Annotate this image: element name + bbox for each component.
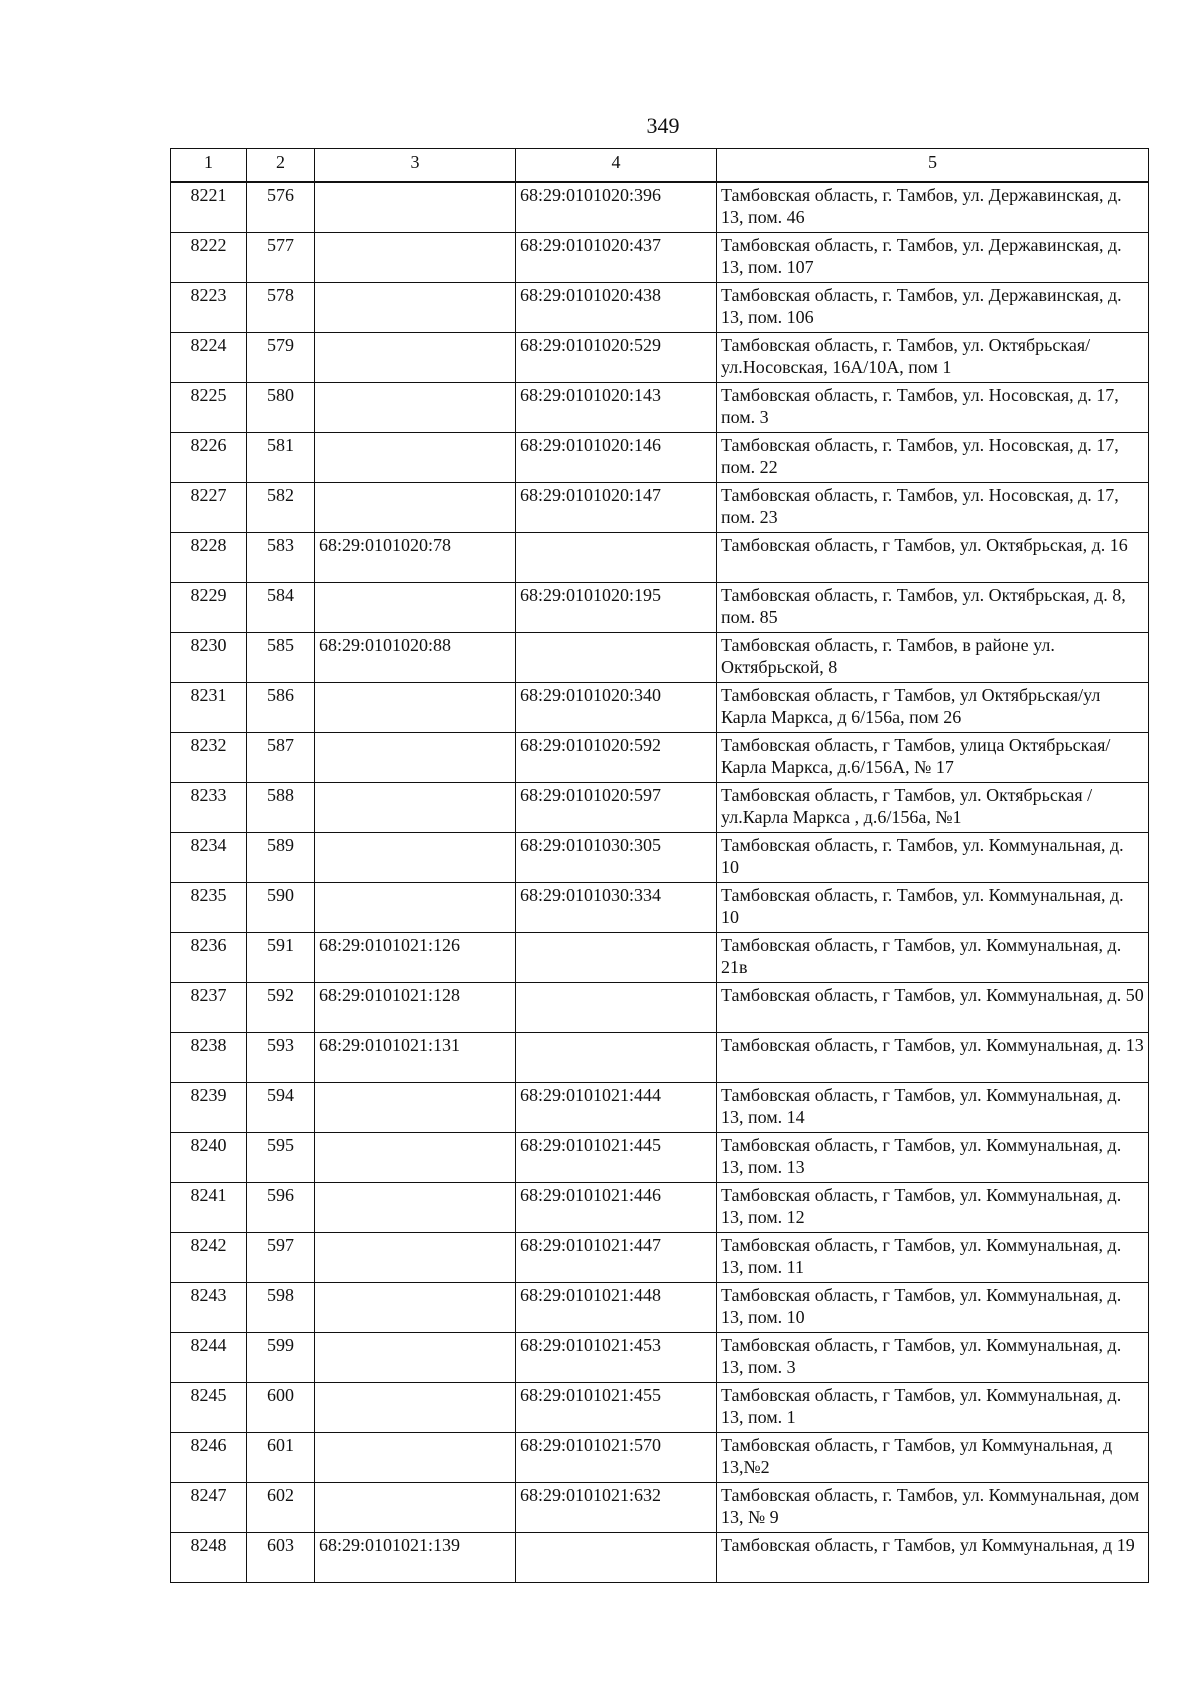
row-number-cell: 8239 [171, 1082, 247, 1132]
address-cell: Тамбовская область, г Тамбов, ул. Коммунальная, д. 13, пом. 12 [717, 1182, 1149, 1232]
item-number-cell: 597 [247, 1232, 315, 1282]
address-cell: Тамбовская область, г. Тамбов, ул. Державинская, д. 13, пом. 106 [717, 282, 1149, 332]
premises-cadastral-number-cell [516, 1032, 717, 1082]
land-cadastral-number-cell [315, 1282, 516, 1332]
table-row [171, 482, 1149, 532]
table-header [171, 149, 1149, 183]
table-row [171, 532, 1149, 582]
premises-cadastral-number-cell: 68:29:0101020:529 [516, 332, 717, 382]
row-number-cell: 8240 [171, 1132, 247, 1182]
premises-cadastral-number-cell [516, 1532, 717, 1582]
table-row [171, 1382, 1149, 1432]
premises-cadastral-number-cell: 68:29:0101030:305 [516, 832, 717, 882]
premises-cadastral-number-cell: 68:29:0101021:570 [516, 1432, 717, 1482]
item-number-cell: 588 [247, 782, 315, 832]
land-cadastral-number-cell [315, 1382, 516, 1432]
address-cell: Тамбовская область, г. Тамбов, ул. Коммунальная, д. 10 [717, 832, 1149, 882]
item-number-cell: 587 [247, 732, 315, 782]
row-number-cell: 8221 [171, 182, 247, 232]
item-number-cell: 595 [247, 1132, 315, 1182]
row-number-cell: 8226 [171, 432, 247, 482]
item-number-cell: 589 [247, 832, 315, 882]
premises-cadastral-number-cell: 68:29:0101020:195 [516, 582, 717, 632]
premises-cadastral-number-cell: 68:29:0101020:396 [516, 182, 717, 232]
table-row [171, 232, 1149, 282]
table-row [171, 1082, 1149, 1132]
premises-cadastral-number-cell: 68:29:0101020:143 [516, 382, 717, 432]
table-row [171, 1232, 1149, 1282]
premises-cadastral-number-cell: 68:29:0101021:447 [516, 1232, 717, 1282]
table-row [171, 1182, 1149, 1232]
address-cell: Тамбовская область, г. Тамбов, ул. Коммунальная, дом 13, № 9 [717, 1482, 1149, 1532]
row-number-cell: 8228 [171, 532, 247, 582]
item-number-cell: 590 [247, 882, 315, 932]
premises-cadastral-number-cell: 68:29:0101020:437 [516, 232, 717, 282]
row-number-cell: 8232 [171, 732, 247, 782]
item-number-cell: 582 [247, 482, 315, 532]
row-number-cell: 8237 [171, 982, 247, 1032]
address-cell: Тамбовская область, г Тамбов, улица Октябрьская/Карла Маркса, д.6/156А, № 17 [717, 732, 1149, 782]
item-number-cell: 591 [247, 932, 315, 982]
column-header-4: 4 [516, 149, 717, 183]
address-cell: Тамбовская область, г. Тамбов, ул. Носовская, д. 17, пом. 3 [717, 382, 1149, 432]
item-number-cell: 601 [247, 1432, 315, 1482]
item-number-cell: 603 [247, 1532, 315, 1582]
row-number-cell: 8229 [171, 582, 247, 632]
address-cell: Тамбовская область, г. Тамбов, в районе ул. Октябрьской, 8 [717, 632, 1149, 682]
land-cadastral-number-cell [315, 232, 516, 282]
address-cell: Тамбовская область, г. Тамбов, ул. Носовская, д. 17, пом. 22 [717, 432, 1149, 482]
item-number-cell: 586 [247, 682, 315, 732]
address-cell: Тамбовская область, г Тамбов, ул. Коммунальная, д. 13, пом. 10 [717, 1282, 1149, 1332]
row-number-cell: 8224 [171, 332, 247, 382]
land-cadastral-number-cell [315, 1432, 516, 1482]
item-number-cell: 580 [247, 382, 315, 432]
item-number-cell: 578 [247, 282, 315, 332]
row-number-cell: 8245 [171, 1382, 247, 1432]
table-row [171, 782, 1149, 832]
table-row [171, 932, 1149, 982]
land-cadastral-number-cell [315, 382, 516, 432]
row-number-cell: 8238 [171, 1032, 247, 1082]
row-number-cell: 8235 [171, 882, 247, 932]
land-cadastral-number-cell [315, 682, 516, 732]
row-number-cell: 8230 [171, 632, 247, 682]
table-row [171, 1282, 1149, 1332]
address-cell: Тамбовская область, г Тамбов, ул Коммунальная, д 13,№2 [717, 1432, 1149, 1482]
premises-cadastral-number-cell [516, 532, 717, 582]
table-row [171, 882, 1149, 932]
premises-cadastral-number-cell: 68:29:0101021:446 [516, 1182, 717, 1232]
property-register-table [170, 148, 1149, 1583]
row-number-cell: 8231 [171, 682, 247, 732]
premises-cadastral-number-cell [516, 982, 717, 1032]
row-number-cell: 8247 [171, 1482, 247, 1532]
land-cadastral-number-cell: 68:29:0101021:131 [315, 1032, 516, 1082]
land-cadastral-number-cell [315, 432, 516, 482]
item-number-cell: 581 [247, 432, 315, 482]
land-cadastral-number-cell [315, 582, 516, 632]
table-row [171, 732, 1149, 782]
table-row [171, 982, 1149, 1032]
land-cadastral-number-cell [315, 1082, 516, 1132]
table-body [171, 182, 1149, 1582]
row-number-cell: 8242 [171, 1232, 247, 1282]
premises-cadastral-number-cell [516, 632, 717, 682]
land-cadastral-number-cell [315, 1482, 516, 1532]
table-row [171, 1532, 1149, 1582]
page-number: 349 [646, 113, 680, 138]
table-row [171, 632, 1149, 682]
table-row [171, 432, 1149, 482]
column-header-2: 2 [247, 149, 315, 183]
item-number-cell: 584 [247, 582, 315, 632]
address-cell: Тамбовская область, г. Тамбов, ул. Державинская, д. 13, пом. 46 [717, 182, 1149, 232]
premises-cadastral-number-cell [516, 932, 717, 982]
table-row [171, 182, 1149, 232]
address-cell: Тамбовская область, г Тамбов, ул. Коммунальная, д. 13, пом. 11 [717, 1232, 1149, 1282]
row-number-cell: 8223 [171, 282, 247, 332]
column-header-5: 5 [717, 149, 1149, 183]
row-number-cell: 8243 [171, 1282, 247, 1332]
land-cadastral-number-cell: 68:29:0101020:78 [315, 532, 516, 582]
land-cadastral-number-cell [315, 782, 516, 832]
land-cadastral-number-cell [315, 1232, 516, 1282]
item-number-cell: 602 [247, 1482, 315, 1532]
land-cadastral-number-cell [315, 282, 516, 332]
row-number-cell: 8248 [171, 1532, 247, 1582]
item-number-cell: 593 [247, 1032, 315, 1082]
table-row [171, 332, 1149, 382]
address-cell: Тамбовская область, г Тамбов, ул Октябрьская/ул Карла Маркса, д 6/156а, пом 26 [717, 682, 1149, 732]
land-cadastral-number-cell [315, 332, 516, 382]
premises-cadastral-number-cell: 68:29:0101020:146 [516, 432, 717, 482]
table-row [171, 1332, 1149, 1382]
premises-cadastral-number-cell: 68:29:0101020:592 [516, 732, 717, 782]
land-cadastral-number-cell [315, 1132, 516, 1182]
table-row [171, 682, 1149, 732]
address-cell: Тамбовская область, г Тамбов, ул. Октябрьская, д. 16 [717, 532, 1149, 582]
land-cadastral-number-cell: 68:29:0101021:139 [315, 1532, 516, 1582]
item-number-cell: 576 [247, 182, 315, 232]
address-cell: Тамбовская область, г Тамбов, ул. Коммунальная, д. 13, пом. 3 [717, 1332, 1149, 1382]
address-cell: Тамбовская область, г Тамбов, ул. Коммунальная, д. 13 [717, 1032, 1149, 1082]
item-number-cell: 585 [247, 632, 315, 682]
premises-cadastral-number-cell: 68:29:0101020:438 [516, 282, 717, 332]
row-number-cell: 8222 [171, 232, 247, 282]
land-cadastral-number-cell [315, 732, 516, 782]
table-row [171, 282, 1149, 332]
table-row [171, 832, 1149, 882]
table-row [171, 1432, 1149, 1482]
address-cell: Тамбовская область, г. Тамбов, ул. Коммунальная, д. 10 [717, 882, 1149, 932]
land-cadastral-number-cell: 68:29:0101020:88 [315, 632, 516, 682]
land-cadastral-number-cell: 68:29:0101021:126 [315, 932, 516, 982]
row-number-cell: 8244 [171, 1332, 247, 1382]
column-header-1: 1 [171, 149, 247, 183]
item-number-cell: 596 [247, 1182, 315, 1232]
item-number-cell: 579 [247, 332, 315, 382]
item-number-cell: 594 [247, 1082, 315, 1132]
premises-cadastral-number-cell: 68:29:0101020:597 [516, 782, 717, 832]
row-number-cell: 8233 [171, 782, 247, 832]
land-cadastral-number-cell [315, 832, 516, 882]
address-cell: Тамбовская область, г Тамбов, ул. Коммунальная, д. 50 [717, 982, 1149, 1032]
address-cell: Тамбовская область, г Тамбов, ул. Октябрьская /ул.Карла Маркса , д.6/156а, №1 [717, 782, 1149, 832]
row-number-cell: 8234 [171, 832, 247, 882]
row-number-cell: 8227 [171, 482, 247, 532]
column-number-row [171, 149, 1149, 183]
table-row [171, 1482, 1149, 1532]
premises-cadastral-number-cell: 68:29:0101030:334 [516, 882, 717, 932]
table-row [171, 582, 1149, 632]
address-cell: Тамбовская область, г. Тамбов, ул. Носовская, д. 17, пом. 23 [717, 482, 1149, 532]
table-row [171, 382, 1149, 432]
row-number-cell: 8236 [171, 932, 247, 982]
address-cell: Тамбовская область, г Тамбов, ул Коммунальная, д 19 [717, 1532, 1149, 1582]
land-cadastral-number-cell [315, 1332, 516, 1382]
premises-cadastral-number-cell: 68:29:0101020:340 [516, 682, 717, 732]
address-cell: Тамбовская область, г Тамбов, ул. Коммунальная, д. 13, пом. 14 [717, 1082, 1149, 1132]
premises-cadastral-number-cell: 68:29:0101021:455 [516, 1382, 717, 1432]
land-cadastral-number-cell: 68:29:0101021:128 [315, 982, 516, 1032]
item-number-cell: 600 [247, 1382, 315, 1432]
row-number-cell: 8246 [171, 1432, 247, 1482]
land-cadastral-number-cell [315, 182, 516, 232]
premises-cadastral-number-cell: 68:29:0101020:147 [516, 482, 717, 532]
column-header-3: 3 [315, 149, 516, 183]
address-cell: Тамбовская область, г. Тамбов, ул. Октябрьская, д. 8, пом. 85 [717, 582, 1149, 632]
row-number-cell: 8241 [171, 1182, 247, 1232]
land-cadastral-number-cell [315, 882, 516, 932]
address-cell: Тамбовская область, г Тамбов, ул. Коммунальная, д. 21в [717, 932, 1149, 982]
land-cadastral-number-cell [315, 482, 516, 532]
premises-cadastral-number-cell: 68:29:0101021:632 [516, 1482, 717, 1532]
item-number-cell: 592 [247, 982, 315, 1032]
address-cell: Тамбовская область, г. Тамбов, ул. Октябрьская/ ул.Носовская, 16А/10А, пом 1 [717, 332, 1149, 382]
table-row [171, 1132, 1149, 1182]
table-row [171, 1032, 1149, 1082]
item-number-cell: 583 [247, 532, 315, 582]
address-cell: Тамбовская область, г Тамбов, ул. Коммунальная, д. 13, пом. 13 [717, 1132, 1149, 1182]
item-number-cell: 577 [247, 232, 315, 282]
premises-cadastral-number-cell: 68:29:0101021:448 [516, 1282, 717, 1332]
address-cell: Тамбовская область, г Тамбов, ул. Коммунальная, д. 13, пом. 1 [717, 1382, 1149, 1432]
item-number-cell: 599 [247, 1332, 315, 1382]
land-cadastral-number-cell [315, 1182, 516, 1232]
row-number-cell: 8225 [171, 382, 247, 432]
item-number-cell: 598 [247, 1282, 315, 1332]
address-cell: Тамбовская область, г. Тамбов, ул. Державинская, д. 13, пом. 107 [717, 232, 1149, 282]
premises-cadastral-number-cell: 68:29:0101021:444 [516, 1082, 717, 1132]
premises-cadastral-number-cell: 68:29:0101021:453 [516, 1332, 717, 1382]
premises-cadastral-number-cell: 68:29:0101021:445 [516, 1132, 717, 1182]
